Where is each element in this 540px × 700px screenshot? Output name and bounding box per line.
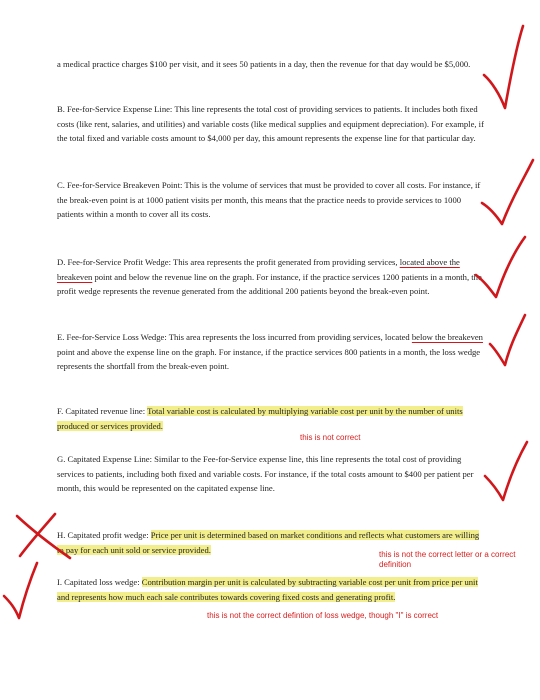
paragraph-text: point and above the expense line on the graph. For instance, if the practice services 800 patients in a month, the loss wedge represents the shortfall from the break-even point.: [57, 346, 481, 372]
paragraph-text: C. Fee-for-Service Breakeven Point: This is the volume of services that must be provided to cover all costs. For instance, if the break-even point is at 1000 patient visits per month, this means that the practice needs to provide services to 1000 patients within a month to cover all its costs.: [57, 180, 481, 220]
checkmark-icon: [490, 315, 525, 365]
paragraph-text: a medical practice charges $100 per visit, and it sees 50 patients in a day, then the revenue for that day would be $5,000.: [57, 59, 471, 69]
paragraph-text: E. Fee-for-Service Loss Wedge: This area represents the loss incurred from providing services, located: [57, 332, 412, 342]
underlined-text: below the breakeven: [411, 332, 483, 342]
paragraph-text: D. Fee-for-Service Profit Wedge: This area represents the profit generated from providing services,: [57, 257, 400, 267]
cross-out-icon: [20, 514, 55, 556]
highlighted-text: Total variable cost is calculated by multiplying variable cost per unit by the number of units produced or services provided.: [57, 406, 463, 431]
comment-wrong-letter-definition: this is not the correct letter or a correct definition: [379, 550, 516, 569]
paragraph-a-tail: [57, 57, 485, 72]
paragraph-text: I. Capitated loss wedge:: [57, 577, 142, 587]
paragraph-b-fee-for-service-expense-line: [57, 102, 485, 146]
paragraph-text: B. Fee-for-Service Expense Line: This line represents the total cost of providing services to patients. It includes both fixed costs (like rent, salaries, and utilities) and variable costs (like medical supplies and equipment depreciation). For example, if the total fixed and variable costs amount to $4,000 per day, this amount represents the expense line for that particular day.: [57, 104, 484, 144]
paragraph-e-fee-for-service-loss-wedge: [57, 330, 485, 374]
paragraph-text: H. Capitated profit wedge:: [57, 530, 151, 540]
paragraph-c-fee-for-service-breakeven-point: [57, 178, 485, 222]
paragraph-d-fee-for-service-profit-wedge: [57, 255, 485, 299]
paragraph-i-capitated-loss-wedge: [57, 575, 485, 604]
checkmark-icon: [482, 160, 533, 224]
underlined-text: located above the breakeven: [57, 257, 460, 282]
highlighted-text: Contribution margin per unit is calculated by subtracting variable cost per unit from price per unit and represents how much each sale contributes towards covering fixed costs and generating profit.: [57, 577, 478, 602]
paragraph-f-capitated-revenue-line: [57, 404, 485, 433]
paragraph-text: F. Capitated revenue line:: [57, 406, 148, 416]
comment-wrong-loss-wedge-definition: this is not the correct defintion of loss wedge, though "I" is correct: [207, 611, 439, 620]
paragraph-g-capitated-expense-line: [57, 452, 485, 496]
paragraph-text: G. Capitated Expense Line: Similar to the Fee-for-Service expense line, this line represents the total cost of providing services to patients, including both fixed and variable costs. For instance, if the total costs amount to $400 per patient per month, this would be represented on the capitated expense line.: [57, 454, 474, 494]
checkmark-icon: [484, 26, 523, 108]
highlighted-text: Price per unit is determined based on market conditions and reflects what customers are willing to pay for each unit sold or service provided.: [57, 530, 480, 555]
comment-not-correct: this is not correct: [300, 433, 361, 442]
checkmark-icon: [4, 563, 37, 618]
paragraph-text: point and below the revenue line on the graph. For instance, if the practice services 1200 patients in a month, the profit wedge represents the revenue generated from the additional 200 patients beyond the break-even point.: [57, 271, 482, 297]
checkmark-icon: [485, 442, 527, 500]
